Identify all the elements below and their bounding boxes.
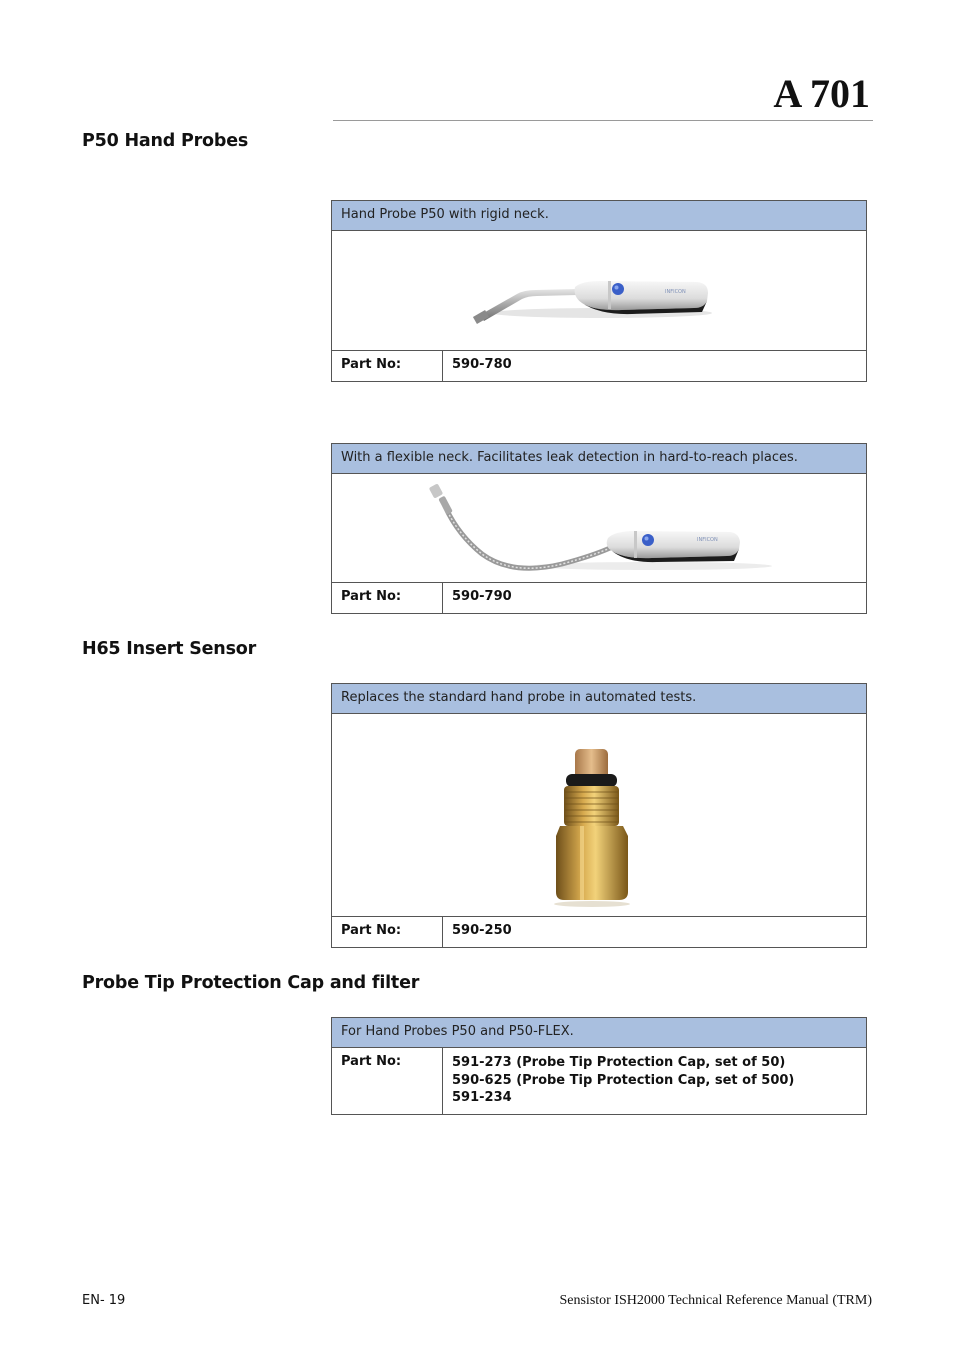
part-number: 590-250 (452, 923, 512, 938)
page-number: EN- 19 (82, 1293, 126, 1308)
product-box-protection-cap (331, 1017, 867, 1115)
product-image-area (332, 714, 866, 917)
part-label: Part No: (332, 917, 443, 947)
part-number: 590-780 (452, 357, 512, 372)
part-number: 590-625 (Probe Tip Protection Cap, set of 500) (452, 1072, 795, 1088)
document-code: A 701 (773, 71, 870, 116)
product-description: Replaces the standard hand probe in automated tests. (332, 684, 866, 714)
product-description: With a flexible neck. Facilitates leak detection in hard-to-reach places. (332, 444, 866, 474)
product-image-area (332, 474, 866, 583)
part-label: Part No: (332, 351, 443, 381)
part-number: 590-790 (452, 589, 512, 604)
section-heading-p50-hand-probes: P50 Hand Probes (82, 131, 249, 151)
insert-sensor-photo (332, 714, 866, 916)
part-number-row (332, 1048, 866, 1114)
product-box-flexible-probe (331, 443, 867, 614)
section-heading-h65-insert-sensor: H65 Insert Sensor (82, 639, 257, 659)
product-image-area (332, 231, 866, 351)
part-number-row (332, 583, 866, 613)
part-number-row (332, 917, 866, 947)
product-box-insert-sensor (331, 683, 867, 948)
part-label: Part No: (332, 583, 443, 613)
part-number-row (332, 351, 866, 381)
product-description: For Hand Probes P50 and P50-FLEX. (332, 1018, 866, 1048)
svg-text:INFICON: INFICON (665, 289, 686, 295)
part-number: 591-234 (452, 1090, 512, 1105)
svg-text:INFICON: INFICON (697, 537, 718, 543)
part-number: 591-273 (Probe Tip Protection Cap, set of 50) (452, 1055, 786, 1070)
hand-probe-flexible-neck-photo (332, 474, 866, 582)
document-title: Sensistor ISH2000 Technical Reference Manual (TRM) (559, 1293, 872, 1308)
section-heading-probe-tip-cap: Probe Tip Protection Cap and filter (82, 973, 420, 993)
product-description: Hand Probe P50 with rigid neck. (332, 201, 866, 231)
hand-probe-rigid-neck-photo (332, 231, 866, 350)
part-number-list (443, 1048, 866, 1114)
product-box-rigid-probe (331, 200, 867, 382)
header-divider (333, 120, 873, 121)
part-label: Part No: (332, 1048, 443, 1114)
